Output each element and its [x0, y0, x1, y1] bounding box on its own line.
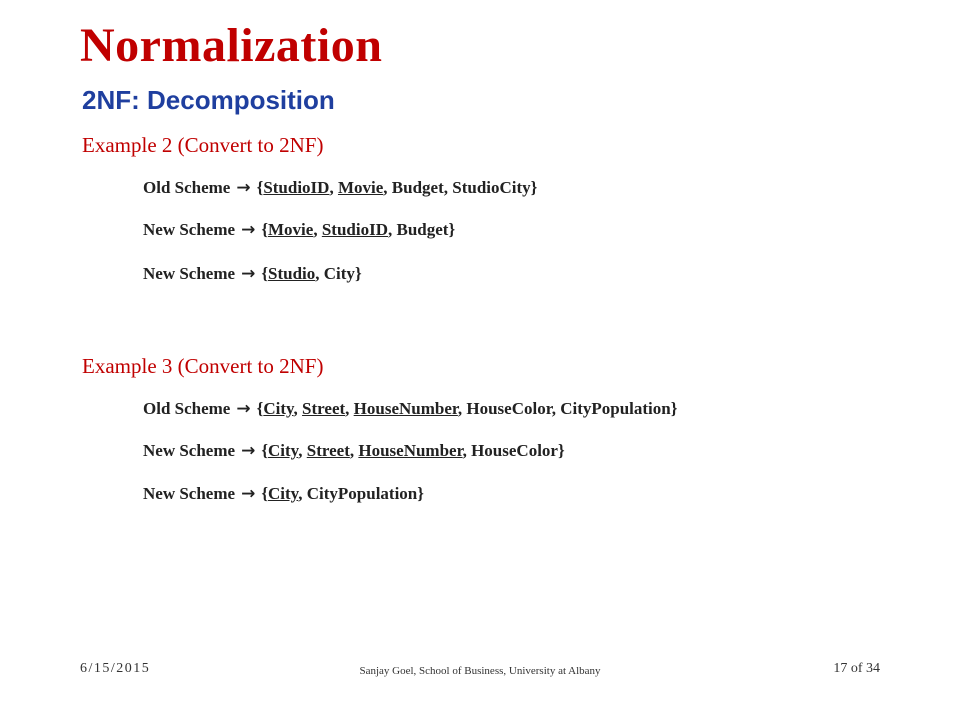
key-attribute: Studio	[268, 264, 316, 283]
key-attribute: Movie	[268, 220, 314, 239]
attribute: StudioCity	[452, 178, 531, 197]
scheme-label: Old Scheme	[143, 178, 231, 197]
right-arrow-icon: →	[241, 264, 256, 284]
key-attribute: City	[268, 484, 299, 503]
right-arrow-icon: →	[241, 484, 256, 504]
right-arrow-icon: →	[241, 220, 256, 240]
footer-author: Sanjay Goel, School of Business, University at Albany	[359, 665, 601, 677]
example-3-heading: Example 3 (Convert to 2NF)	[82, 354, 324, 378]
attribute: City	[323, 264, 355, 283]
key-attribute: StudioID	[263, 178, 330, 197]
key-attribute: Movie	[337, 178, 384, 197]
scheme-line: New Scheme → {City, CityPopulation}	[143, 484, 424, 504]
scheme-line: Old Scheme → {StudioID, Movie, Budget, StudioCity}	[143, 178, 538, 198]
key-attribute: City	[268, 441, 299, 460]
scheme-line: New Scheme → {Studio, City}	[143, 264, 362, 284]
scheme-label: New Scheme	[143, 441, 236, 460]
right-arrow-icon: →	[241, 441, 256, 461]
key-attribute: HouseNumber	[358, 441, 463, 460]
scheme-line: Old Scheme → {City, Street, HouseNumber, HouseColor, CityPopulation}	[143, 399, 678, 419]
attribute: CityPopulation	[560, 399, 671, 418]
scheme-label: New Scheme	[143, 220, 236, 239]
attribute: CityPopulation	[306, 484, 418, 503]
key-attribute: StudioID	[321, 220, 388, 239]
attribute: HouseColor	[466, 399, 552, 418]
attribute: HouseColor	[471, 441, 558, 460]
scheme-label: Old Scheme	[143, 399, 231, 418]
scheme-label: New Scheme	[143, 484, 236, 503]
key-attribute: Street	[306, 441, 350, 460]
scheme-line: New Scheme → {City, Street, HouseNumber, HouseColor}	[143, 441, 565, 461]
key-attribute: City	[263, 399, 294, 418]
key-attribute: HouseNumber	[353, 399, 458, 418]
right-arrow-icon: →	[236, 178, 251, 198]
slide-title: Normalization	[80, 19, 383, 72]
footer-page-number: 17 of 34	[833, 661, 880, 676]
scheme-label: New Scheme	[143, 264, 236, 283]
attribute: Budget	[396, 220, 449, 239]
example-2-heading: Example 2 (Convert to 2NF)	[82, 133, 324, 157]
right-arrow-icon: →	[236, 399, 251, 419]
slide-subtitle: 2NF: Decomposition	[82, 85, 335, 115]
attribute: Budget	[391, 178, 444, 197]
footer-date: 6/15/2015	[80, 661, 151, 676]
scheme-line: New Scheme → {Movie, StudioID, Budget}	[143, 220, 456, 240]
key-attribute: Street	[302, 399, 346, 418]
